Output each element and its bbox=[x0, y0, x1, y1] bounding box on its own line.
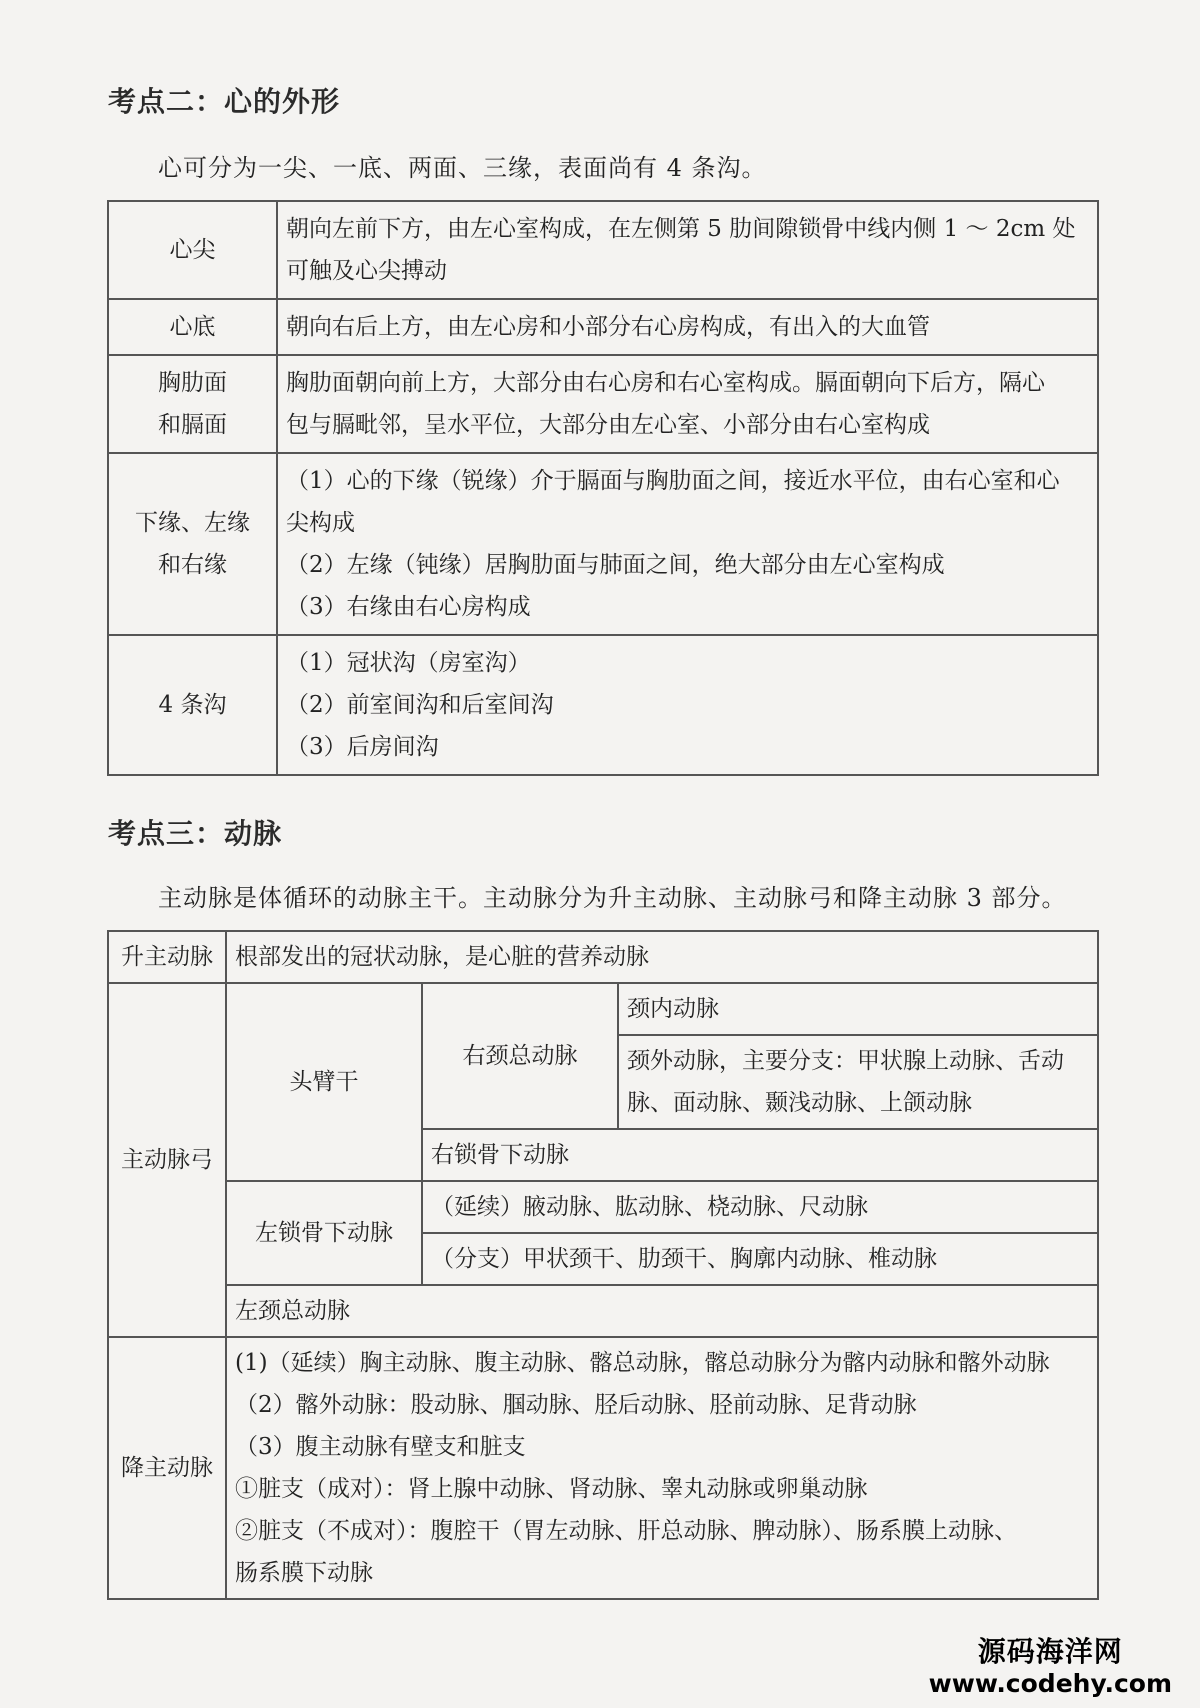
row-label bbox=[108, 201, 277, 299]
row-label bbox=[108, 299, 277, 355]
aortic-arch-label: 主动脉弓 bbox=[108, 983, 226, 1337]
right-subclavian: 右锁骨下动脉 bbox=[422, 1129, 1098, 1181]
row-content-line: （2）左缘（钝缘）居胸肋面与肺面之间，绝大部分由左心室构成 bbox=[286, 552, 945, 578]
left-common-carotid: 左颈总动脉 bbox=[226, 1285, 1098, 1337]
row-label-line: 下缘、左缘 bbox=[135, 510, 250, 536]
table-row bbox=[108, 355, 1098, 453]
brachiocephalic-trunk: 头臂干 bbox=[226, 983, 422, 1181]
row-content bbox=[277, 299, 1098, 355]
ascending-aorta-label: 升主动脉 bbox=[108, 931, 226, 983]
row-content bbox=[277, 355, 1098, 453]
row-content-line: （3）后房间沟 bbox=[286, 734, 439, 760]
descending-line: （3）腹主动脉有壁支和脏支 bbox=[235, 1434, 526, 1460]
row-content-line: 可触及心尖搏动 bbox=[286, 258, 447, 284]
watermark-url: www.codehy.com bbox=[928, 1669, 1172, 1698]
row-label-line: 和膈面 bbox=[158, 412, 227, 438]
row-content bbox=[277, 453, 1098, 635]
row-label-line: 4 条沟 bbox=[158, 692, 227, 718]
descending-line: (1)（延续）胸主动脉、腹主动脉、髂总动脉，髂总动脉分为髂内动脉和髂外动脉 bbox=[235, 1350, 1050, 1376]
table-row bbox=[108, 1181, 1098, 1233]
section-heading-heart-shape: 考点二：心的外形 bbox=[108, 85, 341, 118]
row-content-line: 包与膈毗邻，呈水平位，大部分由左心室、小部分由右心室构成 bbox=[286, 412, 930, 438]
row-content-line: （1）冠状沟（房室沟） bbox=[286, 650, 531, 676]
row-label-line: 胸肋面 bbox=[158, 370, 227, 396]
left-subclavian-branches: （分支）甲状颈干、肋颈干、胸廓内动脉、椎动脉 bbox=[422, 1233, 1098, 1285]
row-label bbox=[108, 355, 277, 453]
external-carotid-line: 脉、面动脉、颞浅动脉、上颌动脉 bbox=[627, 1090, 972, 1116]
heart-shape-table bbox=[107, 200, 1099, 776]
section-intro-heart: 心可分为一尖、一底、两面、三缘，表面尚有 4 条沟。 bbox=[158, 154, 767, 182]
row-label-line: 心底 bbox=[169, 314, 216, 340]
row-label-line: 心尖 bbox=[169, 237, 216, 263]
row-label-line: 和右缘 bbox=[158, 552, 227, 578]
row-label bbox=[108, 635, 277, 775]
table-row bbox=[108, 931, 1098, 983]
table-row bbox=[108, 1337, 1098, 1599]
right-common-carotid: 右颈总动脉 bbox=[422, 983, 618, 1129]
descending-aorta-text bbox=[226, 1337, 1098, 1599]
descending-line: ②脏支（不成对）：腹腔干（胃左动脉、肝总动脉、脾动脉）、肠系膜上动脉、 bbox=[235, 1518, 1017, 1544]
descending-aorta-label: 降主动脉 bbox=[108, 1337, 226, 1599]
aorta-table bbox=[107, 930, 1099, 1600]
external-carotid bbox=[618, 1035, 1098, 1129]
row-content-line: 朝向左前下方，由左心室构成，在左侧第 5 肋间隙锁骨中线内侧 1 ～ 2cm 处 bbox=[286, 216, 1076, 242]
section-heading-arteries: 考点三：动脉 bbox=[108, 817, 283, 850]
external-carotid-line: 颈外动脉，主要分支：甲状腺上动脉、舌动 bbox=[627, 1048, 1064, 1074]
row-content-line: （3）右缘由右心房构成 bbox=[286, 594, 531, 620]
section-intro-aorta: 主动脉是体循环的动脉主干。主动脉分为升主动脉、主动脉弓和降主动脉 3 部分。 bbox=[158, 884, 1067, 912]
row-content bbox=[277, 635, 1098, 775]
row-content-line: 朝向右后上方，由左心房和小部分右心房构成，有出入的大血管 bbox=[286, 314, 930, 340]
descending-line: 肠系膜下动脉 bbox=[235, 1560, 373, 1586]
table-row bbox=[108, 453, 1098, 635]
row-content-line: 尖构成 bbox=[286, 510, 355, 536]
ascending-aorta-text: 根部发出的冠状动脉，是心脏的营养动脉 bbox=[226, 931, 1098, 983]
descending-line: ①脏支（成对）：肾上腺中动脉、肾动脉、睾丸动脉或卵巢动脉 bbox=[235, 1476, 868, 1502]
table-row bbox=[108, 983, 1098, 1035]
left-subclavian-continuation: （延续）腋动脉、肱动脉、桡动脉、尺动脉 bbox=[422, 1181, 1098, 1233]
table-row bbox=[108, 635, 1098, 775]
row-content-line: （2）前室间沟和后室间沟 bbox=[286, 692, 554, 718]
table-row bbox=[108, 1285, 1098, 1337]
row-content-line: 胸肋面朝向前上方，大部分由右心房和右心室构成。膈面朝向下后方，隔心 bbox=[286, 370, 1045, 396]
site-watermark bbox=[929, 1636, 1172, 1700]
internal-carotid: 颈内动脉 bbox=[618, 983, 1098, 1035]
row-content bbox=[277, 201, 1098, 299]
watermark-title: 源码海洋网 bbox=[977, 1635, 1123, 1668]
row-content-line: （1）心的下缘（锐缘）介于膈面与胸肋面之间，接近水平位，由右心室和心 bbox=[286, 468, 1060, 494]
table-row bbox=[108, 299, 1098, 355]
row-label bbox=[108, 453, 277, 635]
left-subclavian: 左锁骨下动脉 bbox=[226, 1181, 422, 1285]
table-row bbox=[108, 201, 1098, 299]
descending-line: （2）髂外动脉：股动脉、腘动脉、胫后动脉、胫前动脉、足背动脉 bbox=[235, 1392, 917, 1418]
